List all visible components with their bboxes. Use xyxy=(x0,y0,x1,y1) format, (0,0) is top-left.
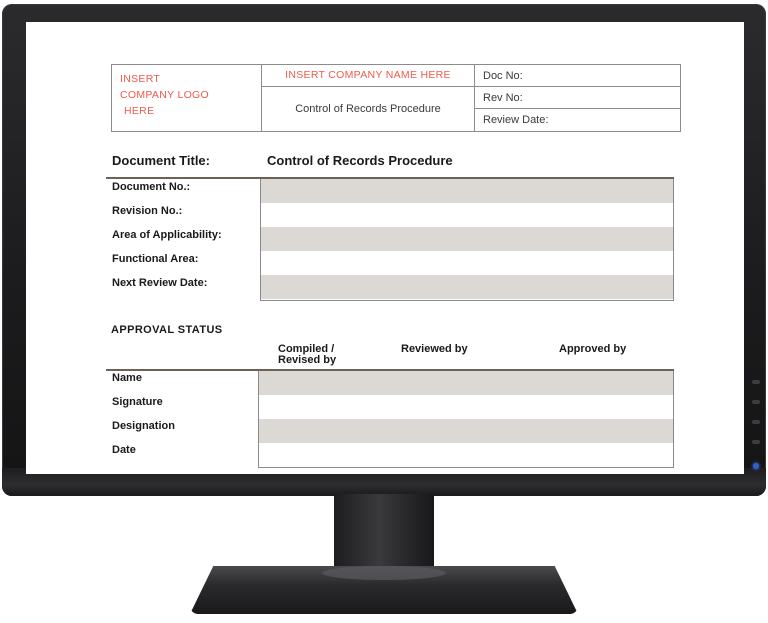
col-compiled-line1: Compiled / xyxy=(278,343,335,355)
monitor-screen xyxy=(26,22,744,474)
logo-line-2: COMPANY LOGO xyxy=(120,89,209,101)
details-label: Area of Applicability: xyxy=(112,229,222,241)
approval-label: Designation xyxy=(112,420,175,432)
logo-placeholder xyxy=(112,65,262,131)
review-date-label: Review Date: xyxy=(483,114,549,126)
monitor-input-button[interactable] xyxy=(752,440,760,444)
approval-row-signature[interactable] xyxy=(259,395,673,419)
details-label: Next Review Date: xyxy=(112,277,208,289)
details-label: Revision No.: xyxy=(112,205,183,217)
details-row-revision-no[interactable] xyxy=(261,203,673,227)
monitor-menu-button[interactable] xyxy=(752,380,760,384)
approval-row-name[interactable] xyxy=(259,371,673,395)
document-title-label: Document Title: xyxy=(112,153,210,168)
approval-status-heading: APPROVAL STATUS xyxy=(111,324,223,336)
details-label: Functional Area: xyxy=(112,253,199,265)
approval-label: Name xyxy=(112,372,142,384)
document-page xyxy=(26,22,744,474)
procedure-name: Control of Records Procedure xyxy=(262,87,475,131)
monitor-frame xyxy=(2,4,766,496)
approval-label: Date xyxy=(112,444,136,456)
monitor-stand-neck xyxy=(334,494,434,572)
document-title-value: Control of Records Procedure xyxy=(267,153,453,168)
details-row-document-no[interactable] xyxy=(261,179,673,203)
monitor-up-button[interactable] xyxy=(752,400,760,404)
approval-label: Signature xyxy=(112,396,163,408)
approval-row-designation[interactable] xyxy=(259,419,673,443)
col-compiled-line2: Revised by xyxy=(278,354,337,366)
logo-line-1: INSERT xyxy=(120,73,161,85)
details-row-functional-area[interactable] xyxy=(261,251,673,275)
logo-line-3: HERE xyxy=(124,105,155,117)
col-reviewed-by: Reviewed by xyxy=(401,343,468,355)
rev-no-label: Rev No: xyxy=(475,87,680,109)
approval-table xyxy=(258,371,674,468)
monitor-stand-ring xyxy=(322,566,446,580)
details-row-next-review[interactable] xyxy=(261,275,673,299)
power-led-icon[interactable] xyxy=(753,463,759,469)
monitor-down-button[interactable] xyxy=(752,420,760,424)
doc-no-label: Doc No: xyxy=(475,65,680,87)
company-name-placeholder: INSERT COMPANY NAME HERE xyxy=(262,65,475,87)
approval-row-date[interactable] xyxy=(259,443,673,467)
header-table xyxy=(111,64,681,132)
details-label: Document No.: xyxy=(112,181,191,193)
details-table xyxy=(260,179,674,301)
col-approved-by: Approved by xyxy=(559,343,627,355)
details-row-area[interactable] xyxy=(261,227,673,251)
col-compiled-revised xyxy=(278,344,336,366)
